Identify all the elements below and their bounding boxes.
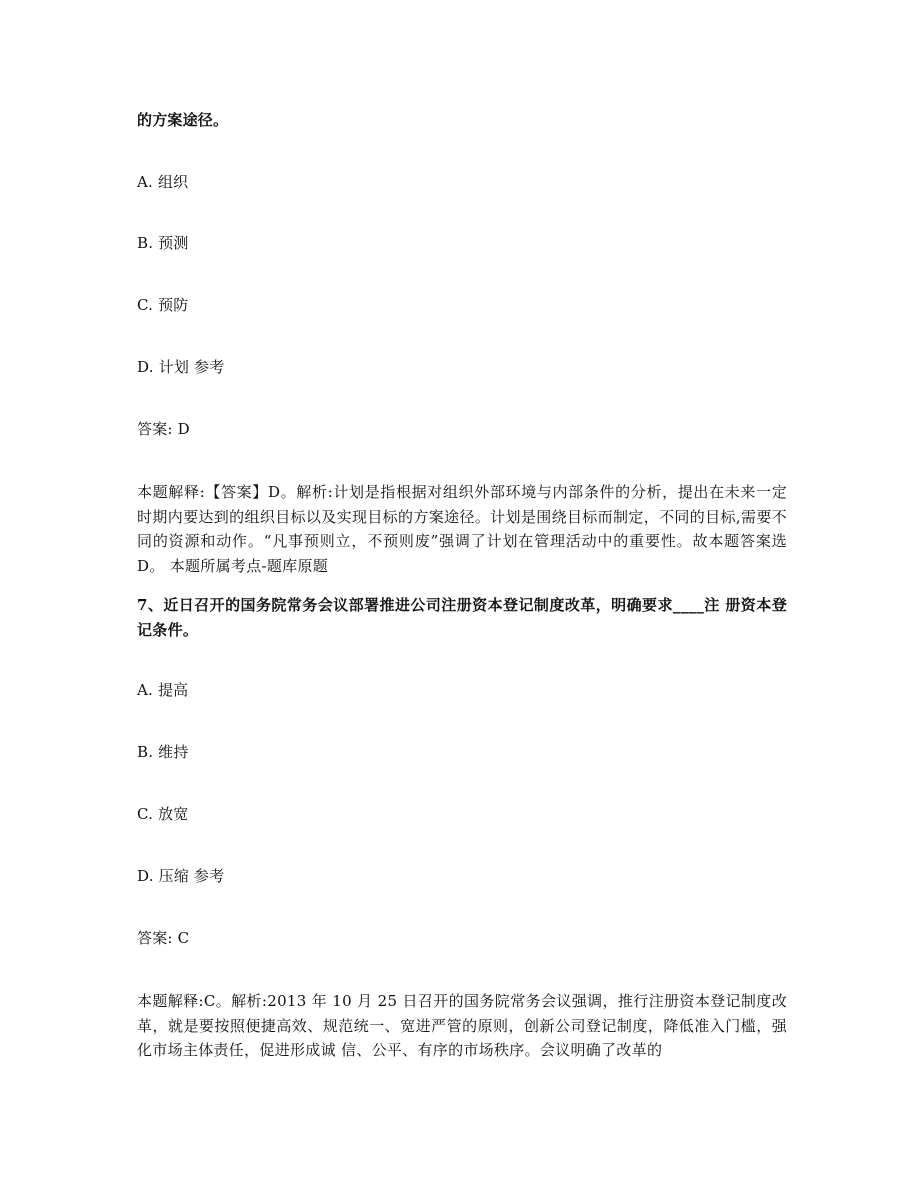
question-6-explanation: 本题解释:【答案】D。解析:计划是指根据对组织外部环境与内部条件的分析，提出在未来一定时期内要达到的组织目标以及实现目标的方案途径。计划是围绕目标而制定，不同的目标,需要不同的资源和动作。“凡事预则立，不预则废”强调了计划在管理活动中的重要性。故本题答案选 D。 本题所属考点-题库原题 xyxy=(137,483,787,575)
question-7-stem: 7、近日召开的国务院常务会议部署推进公司注册资本登记制度改革，明确要求____注 册资本登记条件。 xyxy=(137,596,787,639)
question-7-answer: 答案: C xyxy=(137,929,190,947)
question-7-option-a: A. 提高 xyxy=(137,681,189,699)
question-6-answer: 答案: D xyxy=(137,420,190,438)
question-6-option-a: A. 组织 xyxy=(137,173,189,191)
question-6-option-d: D. 计划 参考 xyxy=(137,358,225,376)
question-7-option-b: B. 维持 xyxy=(137,743,189,761)
question-7-option-c: C. 放宽 xyxy=(137,805,189,823)
question-7-explanation: 本题解释:C。解析:2013 年 10 月 25 日召开的国务院常务会议强调，推行注册资本登记制度改革，就是要按照便捷高效、规范统一、宽进严管的原则，创新公司登记制度，降低准入门槛，强化市场主体责任，促进形成诚 信、公平、有序的市场秩序。会议明确了改革的 xyxy=(137,992,787,1059)
question-7-option-d: D. 压缩 参考 xyxy=(137,867,225,885)
question-6-option-c: C. 预防 xyxy=(137,296,189,314)
question-6-stem-tail: 的方案途径。 xyxy=(137,111,229,129)
question-6-option-b: B. 预测 xyxy=(137,234,189,252)
